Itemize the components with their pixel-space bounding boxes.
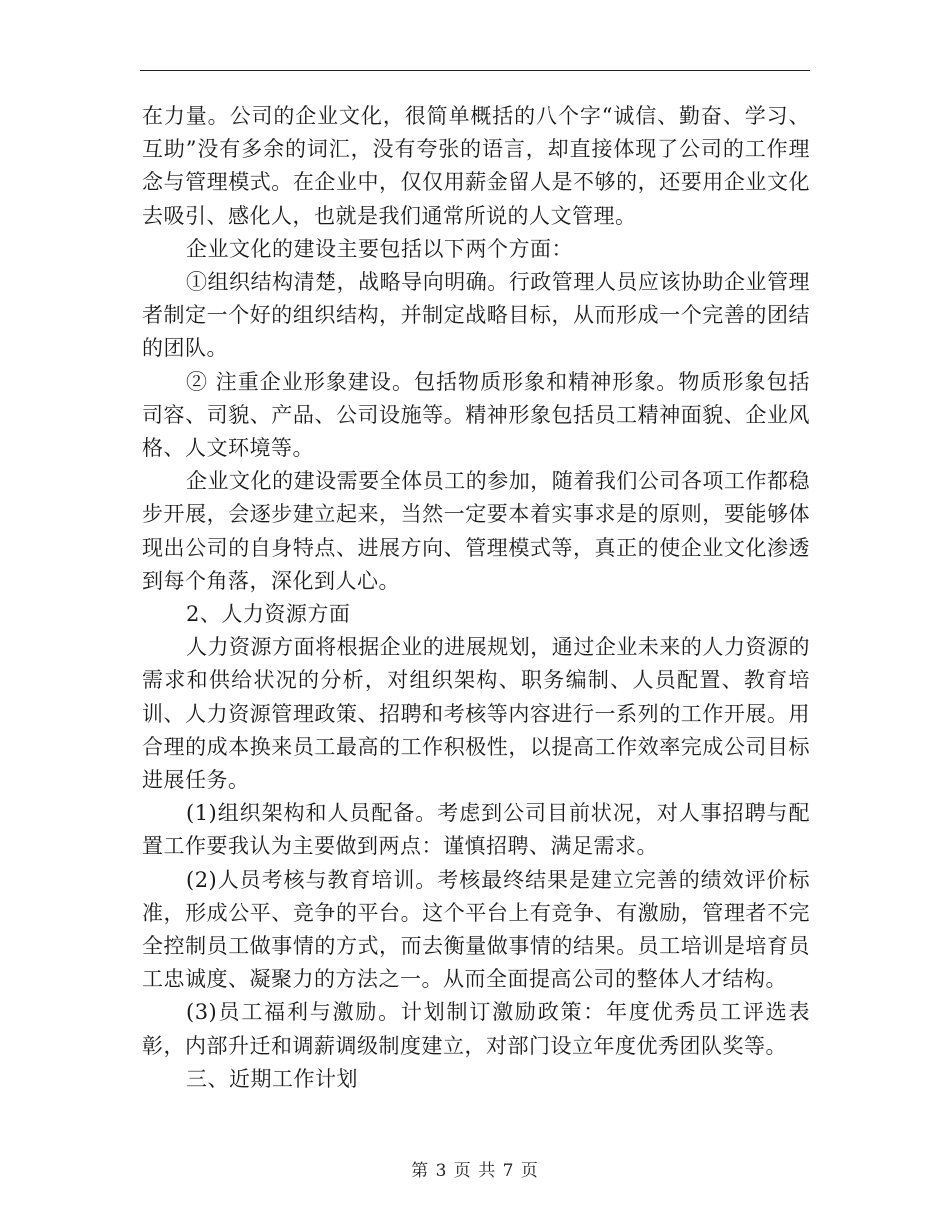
section-heading-near-term-plan: 三、近期工作计划 <box>186 1066 358 1091</box>
paragraph-corporate-image: ② 注重企业形象建设。包括物质形象和精神形象。物质形象包括司容、司貌、产品、公司设施等。精神形象包括员工精神面貌、企业风格、人文环境等。 <box>142 369 810 461</box>
paragraph-hr-item-1: (1)组织架构和人员配备。考虑到公司目前状况，对人事招聘与配置工作要我认为主要做到两点：谨慎招聘、满足需求。 <box>142 801 810 859</box>
paragraph-hr-item-3: (3)员工福利与激励。计划制订激励政策：年度优秀员工评选表彰，内部升迁和调薪调级制度建立，对部门设立年度优秀团队奖等。 <box>142 1000 810 1058</box>
paragraph-hr-overview: 人力资源方面将根据企业的进展规划，通过企业未来的人力资源的需求和供给状况的分析，对组织架构、职务编制、人员配置、教育培训、人力资源管理政策、招聘和考核等内容进行一系列的工作开展。用合理的成本换来员工最高的工作积极性，以提高工作效率完成公司目标进展任务。 <box>142 635 810 793</box>
paragraph-organization-structure: ①组织结构清楚，战略导向明确。行政管理人员应该协助企业管理者制定一个好的组织结构，并制定战略目标，从而形成一个完善的团结的团队。 <box>142 270 810 361</box>
header-rule <box>140 70 810 71</box>
paragraph-intro-continued: 在力量。公司的企业文化，很简单概括的八个字“诚信、勤奋、学习、互助”没有多余的词汇，没有夸张的语言，却直接体现了公司的工作理念与管理模式。在企业中，仅仅用薪金留人是不够的，还要用企业文化去吸引、感化人，也就是我们通常所说的人文管理。 <box>142 104 810 228</box>
paragraph-culture-participation: 企业文化的建设需要全体员工的参加，随着我们公司各项工作都稳步开展，会逐步建立起来，当然一定要本着实事求是的原则，要能够体现出公司的自身特点、进展方向、管理模式等，真正的使企业文化渗透到每个角落，深化到人心。 <box>142 469 810 593</box>
section-heading-human-resources: 2、人力资源方面 <box>186 602 351 627</box>
paragraph-hr-item-2: (2)人员考核与教育培训。考核最终结果是建立完善的绩效评价标准，形成公平、竞争的平台。这个平台上有竞争、有激励，管理者不完全控制员工做事情的方式，而去衡量做事情的结果。员工培训是培育员工忠诚度、凝聚力的方法之一。从而全面提高公司的整体人才结构。 <box>142 867 810 992</box>
page-number: 第 3 页 共 7 页 <box>411 1161 539 1181</box>
paragraph-culture-aspects-heading: 企业文化的建设主要包括以下两个方面： <box>186 236 573 261</box>
document-body <box>142 100 810 1096</box>
